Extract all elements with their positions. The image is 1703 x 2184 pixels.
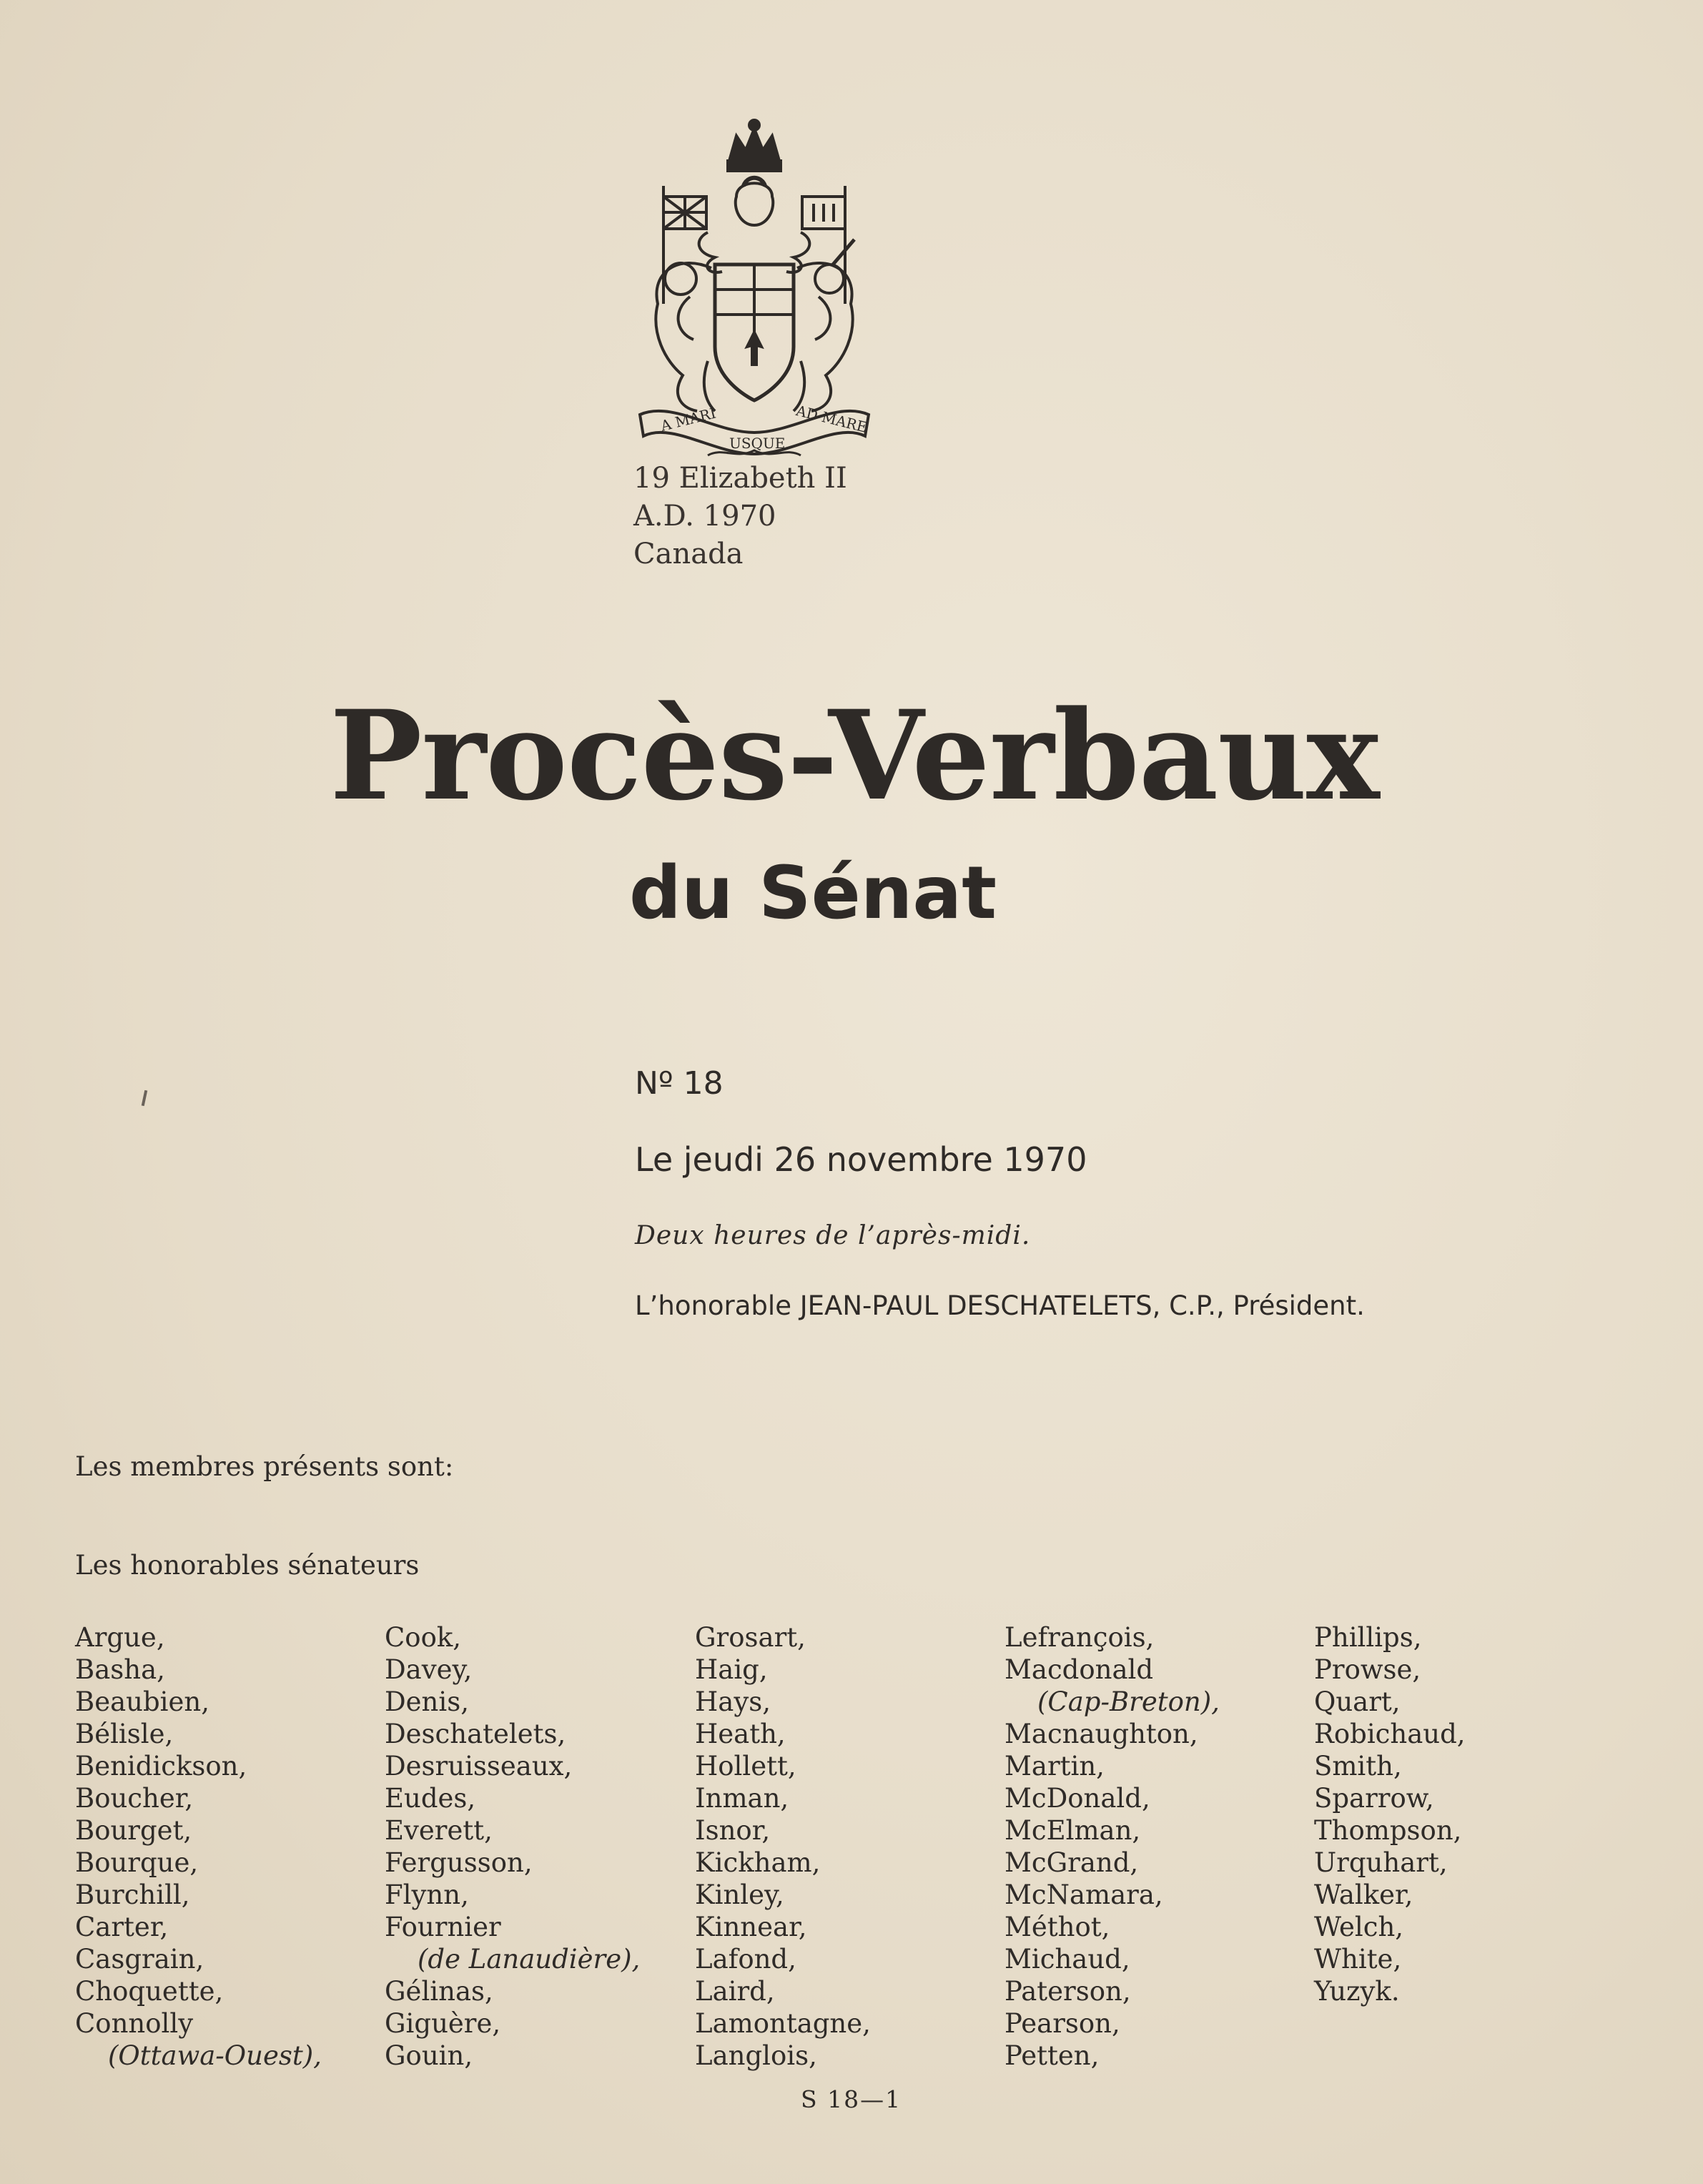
issue-number: Nº 18 — [635, 1065, 724, 1102]
motto-left: A MARI — [658, 404, 718, 435]
senator-division — [385, 1943, 640, 1975]
senator-name: Lafond, — [695, 1944, 796, 1975]
senator-name: Laird, — [695, 1976, 775, 2007]
senator-name: Walker, — [1314, 1879, 1413, 1910]
page-footer: S 18—1 — [801, 2085, 902, 2113]
stray-mark — [142, 1090, 147, 1106]
senator-name: Casgrain, — [75, 1944, 204, 1975]
senator-name: Boucher, — [75, 1783, 194, 1814]
senator-name: Kickham, — [695, 1847, 821, 1878]
senator-name: Macnaughton, — [1004, 1719, 1198, 1749]
senator-column-5 — [1314, 1621, 1466, 2007]
senator-name: Argue, — [75, 1622, 165, 1653]
senator-name: Haig, — [695, 1654, 768, 1685]
sitting-date: Le jeudi 26 novembre 1970 — [635, 1140, 1087, 1179]
senator-name: Hays, — [695, 1686, 771, 1717]
senator-name: Beaubien, — [75, 1686, 209, 1717]
senator-name: Lefrançois, — [1004, 1622, 1155, 1653]
senator-name: Giguère, — [385, 2008, 501, 2039]
senator-name: Quart, — [1314, 1686, 1401, 1717]
senator-name: Isnor, — [695, 1815, 771, 1846]
division-name: (Ottawa-Ouest), — [108, 2040, 322, 2071]
country: Canada — [633, 538, 744, 570]
members-intro: Les membres présents sont: — [75, 1451, 454, 1482]
senator-name: Lamontagne, — [695, 2008, 871, 2039]
page-title: Procès-Verbaux — [330, 683, 1379, 828]
senator-name: Burchill, — [75, 1879, 190, 1910]
senator-name: Carter, — [75, 1912, 169, 1942]
senator-name: Everett, — [385, 1815, 493, 1846]
senator-name: Eudes, — [385, 1783, 476, 1814]
senator-name: Robichaud, — [1314, 1719, 1466, 1749]
senator-name: Flynn, — [385, 1879, 469, 1910]
senator-name: Michaud, — [1004, 1944, 1130, 1975]
senator-name: Bélisle, — [75, 1719, 174, 1749]
coat-of-arms-icon — [629, 118, 879, 461]
senator-name: Fournier — [385, 1912, 501, 1942]
senator-name: Bourque, — [75, 1847, 199, 1878]
senator-name: Yuzyk. — [1314, 1976, 1400, 2007]
senators-intro: Les honorables sénateurs — [75, 1550, 420, 1581]
motto-right: AD MARE — [794, 402, 869, 436]
senator-name: Connolly — [75, 2008, 194, 2039]
senator-name: Gouin, — [385, 2040, 473, 2071]
senator-name: Smith, — [1314, 1751, 1402, 1782]
senator-name: Heath, — [695, 1719, 786, 1749]
senator-name: Gélinas, — [385, 1976, 493, 2007]
senator-division — [1004, 1686, 1220, 1718]
year-ad: A.D. 1970 — [633, 500, 776, 533]
senator-name: Denis, — [385, 1686, 469, 1717]
regnal-year: 19 Elizabeth II — [633, 462, 847, 495]
senator-name: Pearson, — [1004, 2008, 1120, 2039]
page-subtitle: du Sénat — [629, 851, 997, 936]
senator-name: White, — [1314, 1944, 1402, 1975]
senator-name: Welch, — [1314, 1912, 1404, 1942]
senator-column-1 — [75, 1621, 322, 2072]
division-name: (de Lanaudière), — [418, 1944, 641, 1975]
senator-name: Cook, — [385, 1622, 462, 1653]
senator-name: Thompson, — [1314, 1815, 1462, 1846]
senator-name: Desruisseaux, — [385, 1751, 573, 1782]
senator-column-2 — [385, 1621, 640, 2072]
presiding-officer: L’honorable JEAN-PAUL DESCHATELETS, C.P., Président. — [635, 1290, 1365, 1321]
division-name: (Cap-Breton), — [1037, 1686, 1220, 1717]
senator-name: Inman, — [695, 1783, 789, 1814]
senator-name: McDonald, — [1004, 1783, 1150, 1814]
senator-column-4 — [1004, 1621, 1220, 2072]
senator-column-3 — [695, 1621, 871, 2072]
senator-name: Grosart, — [695, 1622, 806, 1653]
senator-name: Fergusson, — [385, 1847, 533, 1878]
senator-name: Macdonald — [1004, 1654, 1154, 1685]
senator-division — [75, 2040, 322, 2072]
senator-name: Petten, — [1004, 2040, 1100, 2071]
senator-name: McGrand, — [1004, 1847, 1139, 1878]
senator-name: McNamara, — [1004, 1879, 1163, 1910]
senator-name: Basha, — [75, 1654, 165, 1685]
senator-name: McElman, — [1004, 1815, 1141, 1846]
senator-name: Deschatelets, — [385, 1719, 566, 1749]
senator-name: Paterson, — [1004, 1976, 1131, 2007]
senator-name: Prowse, — [1314, 1654, 1421, 1685]
senator-name: Martin, — [1004, 1751, 1105, 1782]
senator-name: Kinley, — [695, 1879, 784, 1910]
regnal-year-block — [633, 460, 847, 573]
senator-name: Bourget, — [75, 1815, 192, 1846]
senator-name: Choquette, — [75, 1976, 224, 2007]
senator-name: Benidickson, — [75, 1751, 247, 1782]
senator-name: Davey, — [385, 1654, 473, 1685]
sitting-time: Deux heures de l’après-midi. — [635, 1221, 1031, 1250]
motto-center: USQUE — [729, 435, 786, 452]
senator-name: Sparrow, — [1314, 1783, 1434, 1814]
senator-name: Langlois, — [695, 2040, 817, 2071]
senator-name: Urquhart, — [1314, 1847, 1448, 1878]
senator-name: Phillips, — [1314, 1622, 1422, 1653]
senator-name: Méthot, — [1004, 1912, 1110, 1942]
senator-name: Hollett, — [695, 1751, 796, 1782]
senator-name: Kinnear, — [695, 1912, 807, 1942]
